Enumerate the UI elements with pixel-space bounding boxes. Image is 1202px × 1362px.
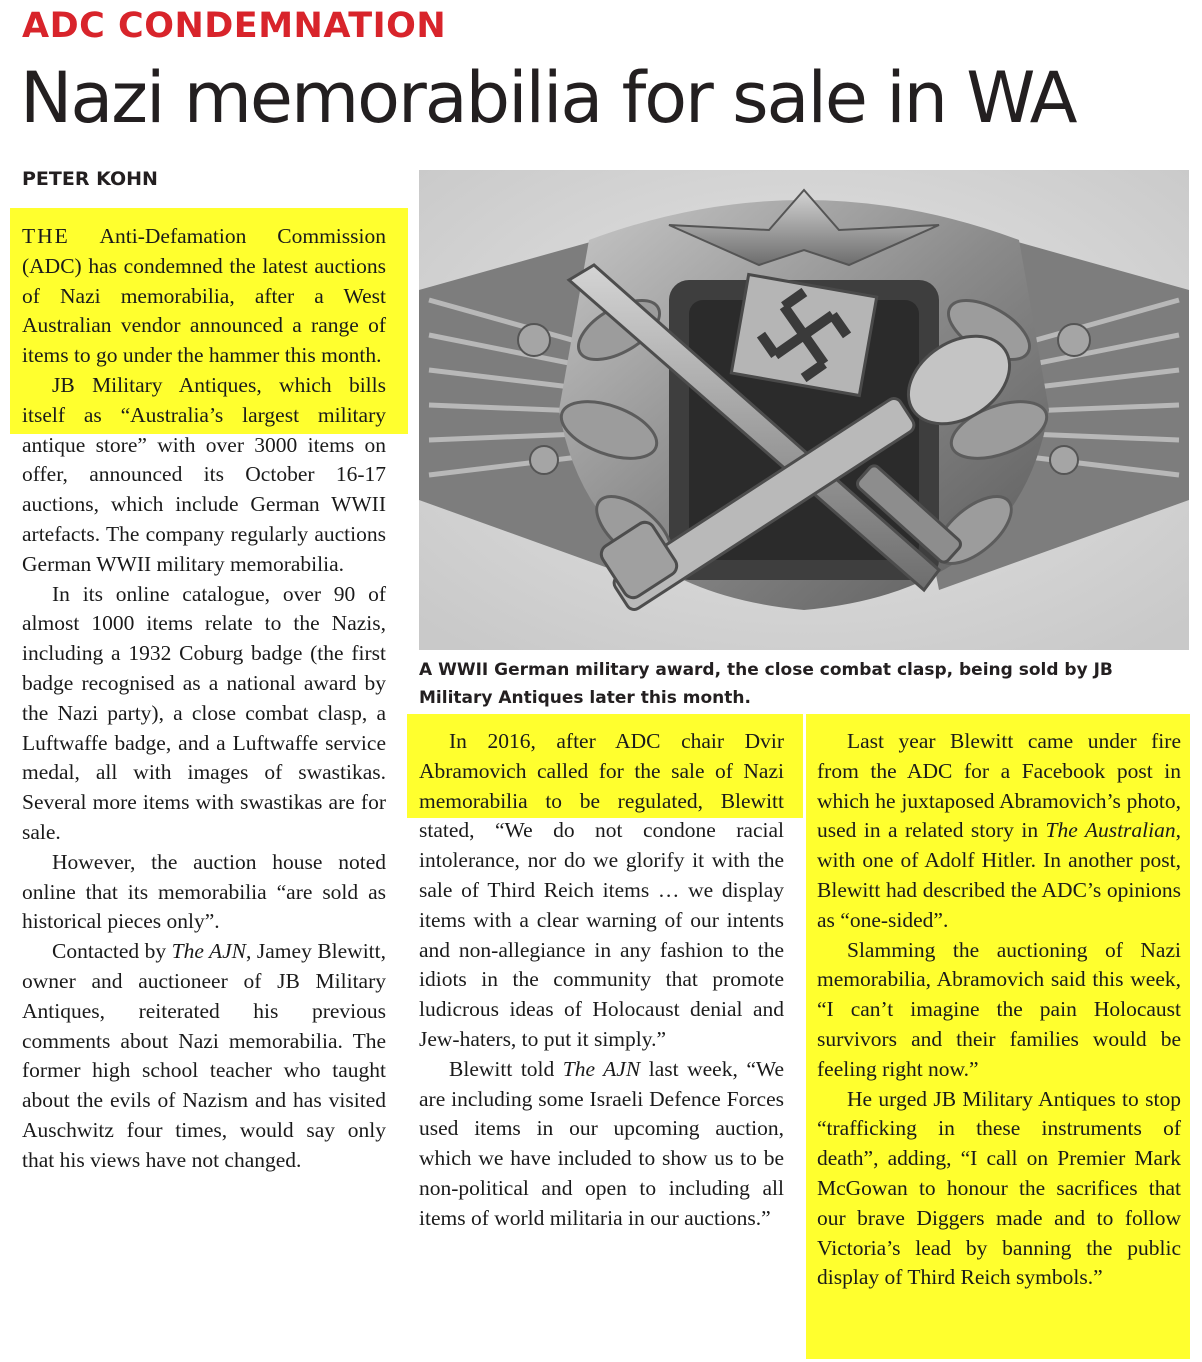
- lead-cap: THE: [22, 224, 70, 248]
- text-run: In 2016, after ADC chair Dvir Abramovich called for the sale of Nazi memorabilia to be regulated,: [419, 729, 784, 813]
- text-run: Last year Blewitt came under fire from the ADC for a Facebook post in which he juxtaposed Abramovich’s photo, used in a related story in: [817, 729, 1181, 843]
- text-run: , Jamey Blewitt, owner and auctioneer of JB Military Antiques, reiterated his previous comments about Nazi memorabilia. The former high school teacher who taught about the evils of Nazism and has visited Auschwitz four times, would say only that his views have not changed.: [22, 939, 386, 1172]
- article-column-2: [419, 727, 784, 1234]
- paragraph: [419, 727, 784, 1055]
- paragraph: He urged JB Military Antiques to stop “trafficking in these instruments of death”, adding, “I call on Premier Mark McGowan to honour the sacrifices that our brave Diggers made and to follow Victoria’s lead by banning the public display of Third Reich symbols.”: [817, 1086, 1181, 1290]
- text-run: Blewitt stated, “We do not condone racial intolerance, nor do we glorify it with the sale of Third Reich items … we display items with a clear warning of our intents and non-allegiance in any fashion to the idiots in the community that promote ludicrous ideas of Holocaust denial and Jew-haters, to put it simply.”: [419, 788, 784, 1051]
- text-run: Contacted by: [52, 939, 172, 964]
- paragraph: However, the auction house noted online that its memorabilia “are sold as historical pieces only”.: [22, 849, 386, 934]
- lead-text: Anti-Defamation Commission (ADC) has condemned the latest auctions of Nazi memorabilia, after a West Australian vendor announced a range of items to go under the hammer this month.: [22, 224, 386, 368]
- article-column-1: [22, 222, 386, 1176]
- paragraph: Slamming the auctioning of Nazi memorabilia, Abramovich said this week, “I can’t imagine the pain Holocaust survivors and their families would be feeling right now.”: [817, 937, 1181, 1081]
- text-run: , with one of Adolf Hitler. In another post, Blewitt had described the ADC’s opinions as “one-sided”.: [817, 818, 1181, 932]
- article-column-3: [817, 727, 1181, 1293]
- lead-paragraph: [22, 222, 386, 371]
- headline: Nazi memorabilia for sale in WA: [20, 57, 1076, 139]
- paragraph: In its online catalogue, over 90 of almost 1000 items relate to the Nazis, including a 1932 Coburg badge (the first badge recognised as a national award by the Nazi party), a close combat clasp, a Luftwaffe badge, and a Luftwaffe service medal, all with images of swastikas. Several more items with swastikas are for sale.: [22, 581, 386, 844]
- publication-name: The AJN: [562, 1056, 641, 1081]
- publication-name: The AJN: [171, 939, 247, 964]
- section-kicker: ADC CONDEMNATION: [22, 6, 447, 46]
- byline: PETER KOHN: [22, 168, 158, 190]
- paragraph: JB Military Antiques, which bills itself as “Australia’s largest military antique store” with over 3000 items on offer, announced its October 16-17 auctions, which include German WWII artefacts. The company regularly auctions German WWII military memorabilia.: [22, 372, 386, 576]
- text-run: Blewitt told: [449, 1056, 563, 1081]
- publication-name: The Australian: [1045, 818, 1176, 843]
- paragraph: [22, 937, 386, 1175]
- photo-caption: A WWII German military award, the close combat clasp, being sold by JB Military Antiques later this month.: [419, 660, 1113, 708]
- combat-clasp-medal-photo: [419, 170, 1189, 650]
- paragraph: [419, 1055, 784, 1234]
- text-run: last week, “We are including some Israeli Defence Forces used items in our upcoming auction, which we have included to show us to be non-political and open to including all items of world militaria in our auctions.”: [419, 1056, 785, 1230]
- article-photo: [419, 170, 1189, 650]
- paragraph: [817, 727, 1181, 936]
